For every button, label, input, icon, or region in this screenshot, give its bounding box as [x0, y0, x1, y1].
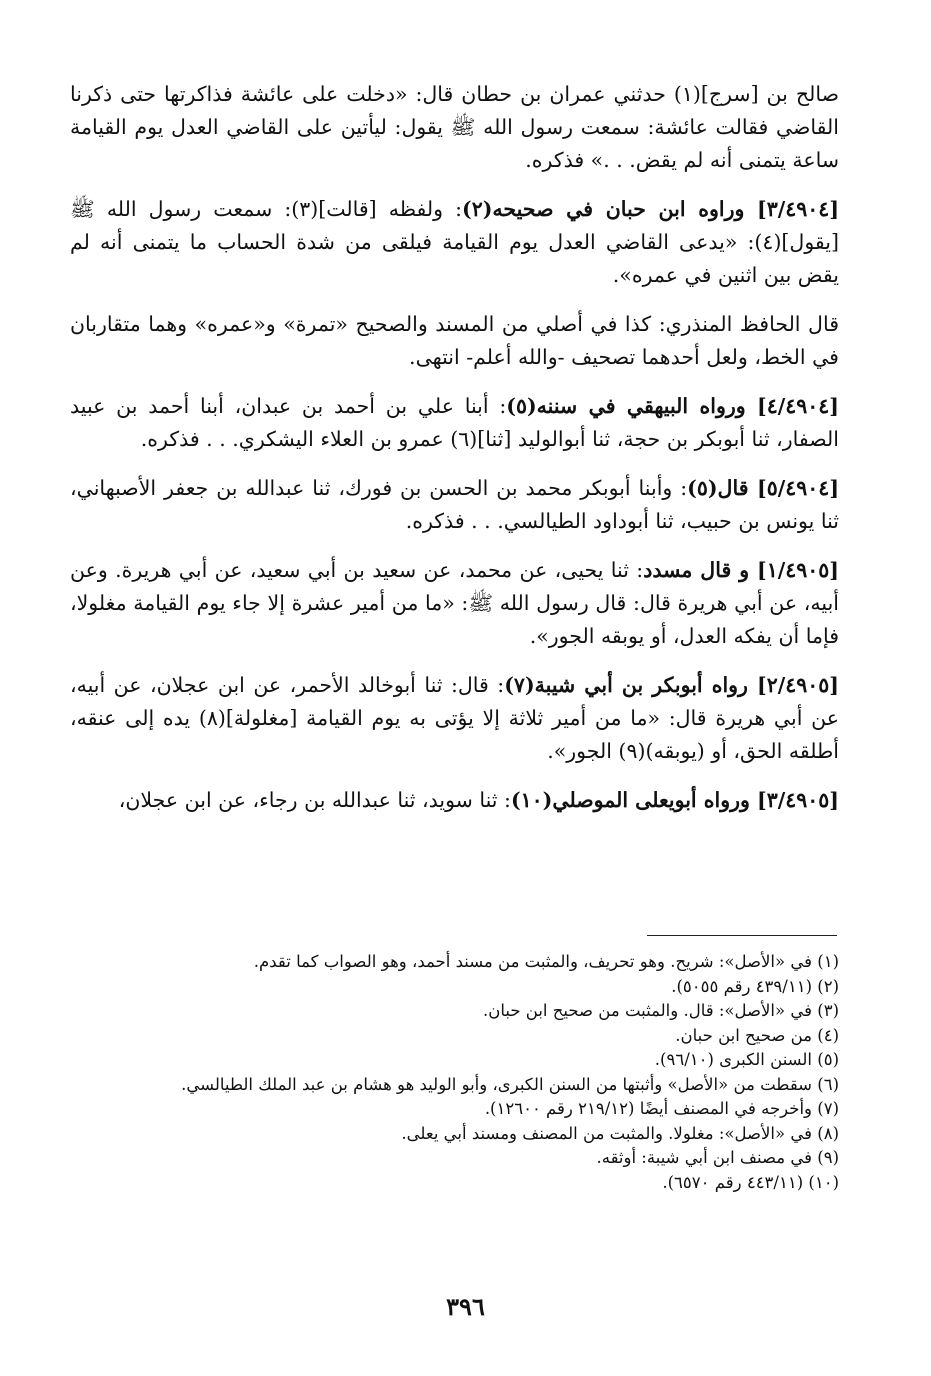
paragraph-3: قال الحافظ المنذري: كذا في أصلي من المسند والصحيح «تمرة» و«عمره» وهما متقاربان في الخط، ولعل أحدهما تصحيف -والله أعلم- انتهى. — [70, 312, 839, 369]
footnote: (٥) السنن الكبرى (٩٦/١٠). — [654, 1050, 839, 1069]
footnote: (٤) من صحيح ابن حبان. — [675, 1025, 839, 1045]
hadith-ref: [٥/٤٩٠٤] قال(٥) — [687, 476, 840, 500]
paragraph-7: [٢/٤٩٠٥] رواه أبوبكر بن أبي شيبة(٧): قال: ثنا أبوخالد الأحمر، عن ابن عجلان، عن أبيه، عن أبي هريرة قال: «ما من أمير ثلاثة إلا يؤتى به يوم القيامة [مغلولة](٨) يده إلى عنقه، أطلقه الحق، أو (يوبقه)(٩) الجور». — [70, 673, 839, 763]
footnote: (٩) في مصنف ابن أبي شيبة: أوثقه. — [596, 1148, 839, 1167]
main-text — [70, 78, 839, 817]
hadith-ref: [٣/٤٩٠٥] ورواه أبويعلى الموصلي(١٠) — [510, 788, 839, 812]
footnote: (١) في «الأصل»: شريح. وهو تحريف، والمثبت من مسند أحمد، وهو الصواب كما تقدم. — [253, 952, 839, 971]
footnote: (٦) سقطت من «الأصل» وأثبتها من السنن الكبرى، وأبو الوليد هو هشام بن عبد الملك الطيالسي. — [181, 1074, 839, 1094]
footnote: (١٠) (٤٤٣/١١ رقم ٦٥٧٠). — [662, 1172, 839, 1192]
footnote-divider — [647, 935, 837, 936]
paragraph-8: [٣/٤٩٠٥] ورواه أبويعلى الموصلي(١٠): ثنا سويد، ثنا عبدالله بن رجاء، عن ابن عجلان، — [118, 788, 839, 812]
paragraph-1: صالح بن [سرج](١) حدثني عمران بن حطان قال: «دخلت على عائشة فذاكرتها حتى ذكرنا القاضي فقالت عائشة: سمعت رسول الله ﷺ يقول: ليأتين على القاضي العدل يوم القيامة ساعة يتمنى أنه لم يقض. . .» فذكره. — [70, 82, 839, 172]
paragraph-6: [١/٤٩٠٥] و قال مسدد: ثنا يحيى، عن محمد، عن سعيد بن أبي سعيد، عن أبي هريرة. وعن أبيه، عن أبي هريرة قال: قال رسول الله ﷺ: «ما من أمير عشرة إلا جاء يوم القيامة مغلولا، فإما أن يفكه العدل، أو يوبقه الجور». — [70, 558, 839, 648]
page-number: ٣٩٦ — [446, 1292, 485, 1321]
hadith-ref: [٢/٤٩٠٥] رواه أبوبكر بن أبي شيبة(٧) — [504, 673, 839, 697]
paragraph-4: [٤/٤٩٠٤] ورواه البيهقي في سننه(٥): أبنا علي بن أحمد بن عبدان، أبنا أحمد بن عبيد الصفار، ثنا أبوبكر بن حجة، ثنا أبوالوليد [ثنا](٦) عمرو بن العلاء اليشكري. . . فذكره. — [70, 394, 839, 451]
footnote: (٧) وأخرجه في المصنف أيضًا (٢١٩/١٢ رقم ١٢٦٠٠). — [484, 1099, 839, 1118]
footnote: (٨) في «الأصل»: مغلولا. والمثبت من المصنف ومسند أبي يعلى. — [401, 1123, 839, 1143]
hadith-ref: [١/٤٩٠٥] و قال مسدد — [643, 558, 839, 582]
hadith-ref: [٣/٤٩٠٤] وراوه ابن حبان في صحيحه(٢) — [462, 197, 840, 221]
footnotes — [70, 950, 839, 1195]
paragraph-5: [٥/٤٩٠٤] قال(٥): وأبنا أبوبكر محمد بن الحسن بن فورك، ثنا عبدالله بن جعفر الأصبهاني، ثنا يونس بن حبيب، ثنا أبوداود الطيالسي. . . فذكره. — [70, 476, 840, 533]
hadith-ref: [٤/٤٩٠٤] ورواه البيهقي في سننه(٥) — [506, 394, 839, 418]
paragraph-2: [٣/٤٩٠٤] وراوه ابن حبان في صحيحه(٢): ولفظه [قالت](٣): سمعت رسول الله ﷺ [يقول](٤): «يدعى القاضي العدل يوم القيامة فيلقى من شدة الحساب ما يتمنى أنه لم يقض بين اثنين في عمره». — [70, 197, 840, 287]
footnote: (٣) في «الأصل»: قال. والمثبت من صحيح ابن حبان. — [482, 1001, 839, 1020]
footnote: (٢) (٤٣٩/١١ رقم ٥٠٥٥). — [671, 976, 839, 996]
